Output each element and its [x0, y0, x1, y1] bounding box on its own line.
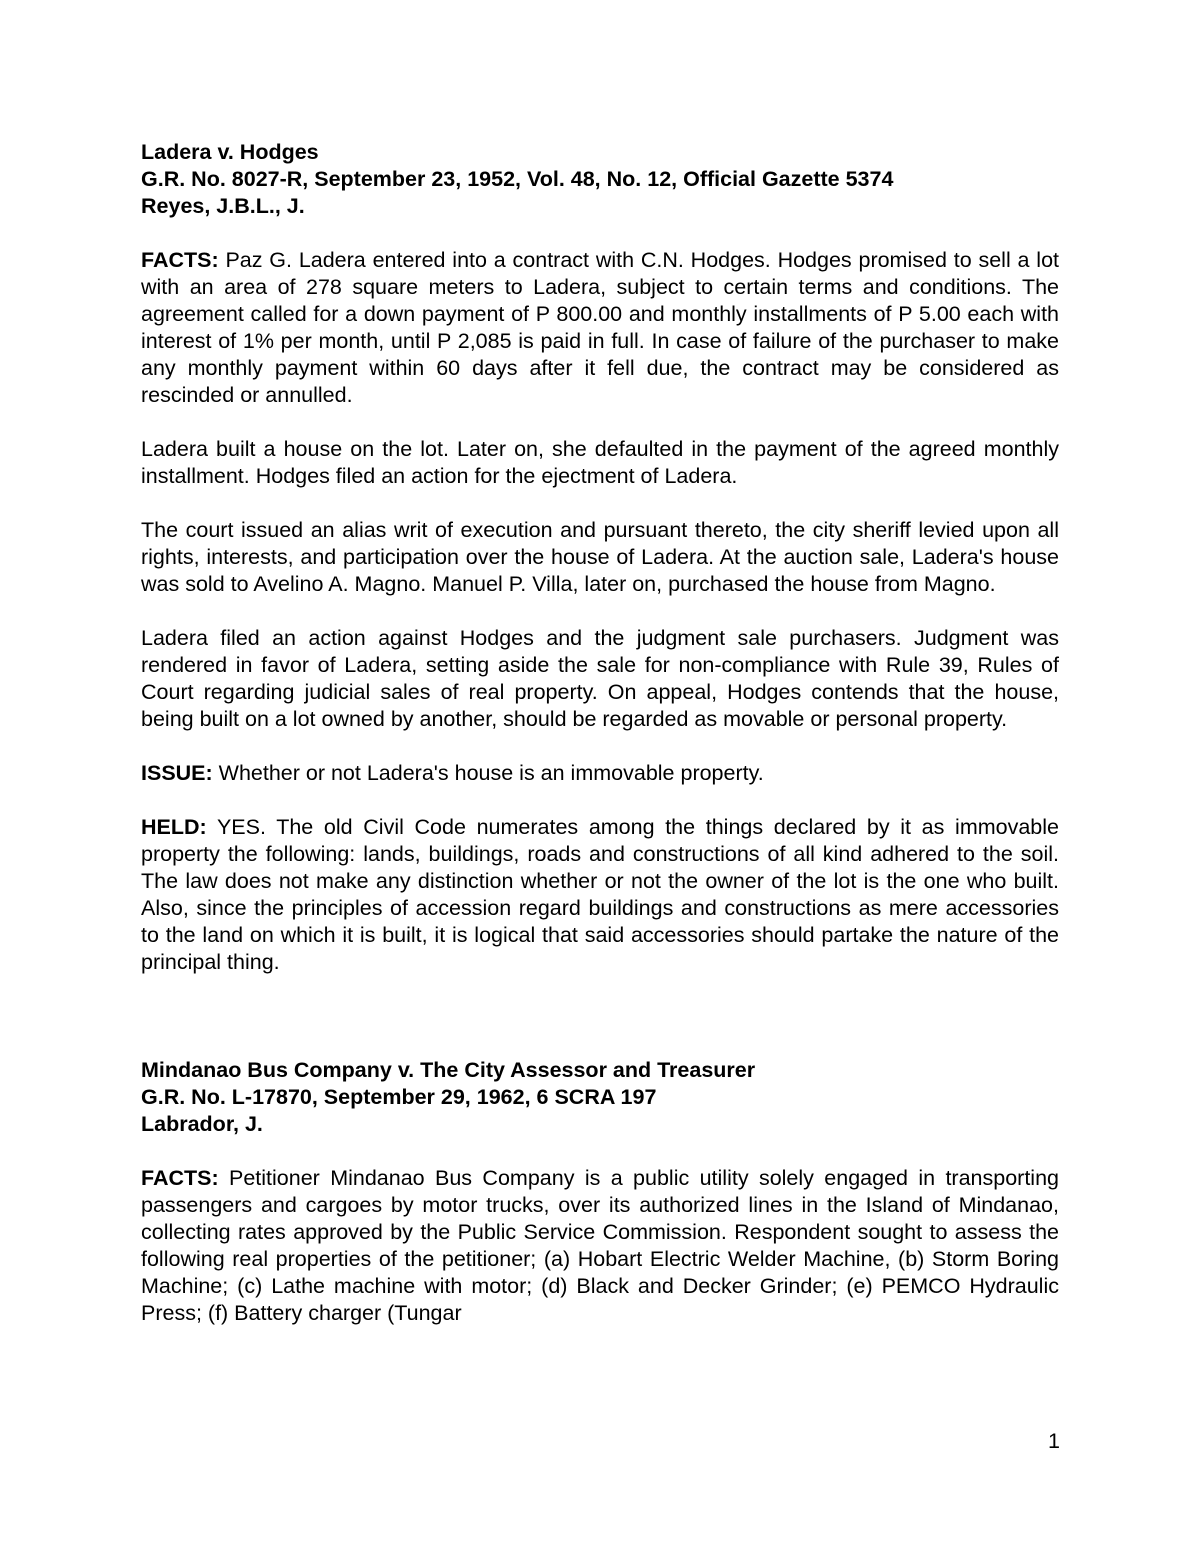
case-mindanao-bus-company: [141, 1057, 1059, 1327]
facts-label: FACTS:: [141, 248, 219, 272]
case-citation: G.R. No. L-17870, September 29, 1962, 6 SCRA 197: [141, 1085, 657, 1109]
held-text: YES. The old Civil Code numerates among the things declared by it as immovable property the following: lands, buildings, roads and constructions of all kind adhered to the soil. The law does not make any distinction whether or not the owner of the lot is the one who built. Also, since the principles of accession regard buildings and constructions as mere accessories to the land on which it is built, it is logical that said accessories should partake the nature of the principal thing.: [141, 815, 1059, 974]
case-title: Mindanao Bus Company v. The City Assessor and Treasurer: [141, 1058, 756, 1082]
facts-paragraph: [141, 1165, 1059, 1327]
held-label: HELD:: [141, 815, 207, 839]
issue-paragraph: [141, 760, 1059, 787]
body-paragraph: The court issued an alias writ of execution and pursuant thereto, the city sheriff levied upon all rights, interests, and participation over the house of Ladera. At the auction sale, Ladera's house was sold to Avelino A. Magno. Manuel P. Villa, later on, purchased the house from Magno.: [141, 518, 1059, 596]
case-ponente: Labrador, J.: [141, 1112, 263, 1136]
body-paragraph: Ladera built a house on the lot. Later on, she defaulted in the payment of the agreed monthly installment. Hodges filed an action for the ejectment of Ladera.: [141, 437, 1059, 488]
case-title: Ladera v. Hodges: [141, 140, 319, 164]
page-number: 1: [1048, 1429, 1060, 1453]
case-ladera-v-hodges: [141, 139, 1059, 976]
case-header: [141, 139, 1059, 220]
body-paragraph: Ladera filed an action against Hodges and the judgment sale purchasers. Judgment was rendered in favor of Ladera, setting aside the sale for non-compliance with Rule 39, Rules of Court regarding judicial sales of real property. On appeal, Hodges contends that the house, being built on a lot owned by another, should be regarded as movable or personal property.: [141, 626, 1059, 731]
case-header: [141, 1057, 1059, 1138]
issue-label: ISSUE:: [141, 761, 213, 785]
case-citation: G.R. No. 8027-R, September 23, 1952, Vol. 48, No. 12, Official Gazette 5374: [141, 167, 894, 191]
facts-text: Paz G. Ladera entered into a contract with C.N. Hodges. Hodges promised to sell a lot with an area of 278 square meters to Ladera, subject to certain terms and conditions. The agreement called for a down payment of P 800.00 and monthly installments of P 5.00 each with interest of 1% per month, until P 2,085 is paid in full. In case of failure of the purchaser to make any monthly payment within 60 days after it fell due, the contract may be considered as rescinded or annulled.: [141, 248, 1059, 407]
facts-text: Petitioner Mindanao Bus Company is a public utility solely engaged in transporting passengers and cargoes by motor trucks, over its authorized lines in the Island of Mindanao, collecting rates approved by the Public Service Commission. Respondent sought to assess the following real properties of the petitioner; (a) Hobart Electric Welder Machine, (b) Storm Boring Machine; (c) Lathe machine with motor; (d) Black and Decker Grinder; (e) PEMCO Hydraulic Press; (f) Battery charger (Tungar: [141, 1166, 1059, 1325]
issue-text: Whether or not Ladera's house is an immovable property.: [212, 761, 764, 785]
facts-paragraph: [141, 247, 1059, 409]
held-paragraph: [141, 814, 1059, 976]
case-ponente: Reyes, J.B.L., J.: [141, 194, 305, 218]
facts-label: FACTS:: [141, 1166, 219, 1190]
document-page: [141, 139, 1059, 1327]
